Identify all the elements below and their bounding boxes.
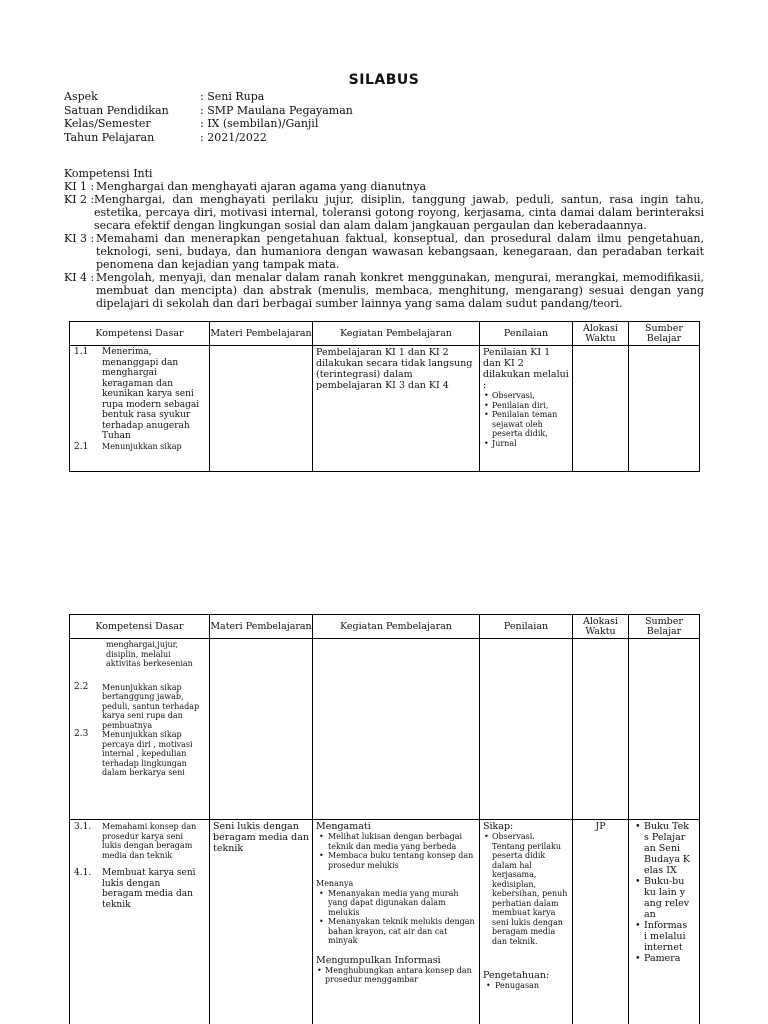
alokasi-cell: JP xyxy=(573,820,629,1024)
kd-text: Menerima, menanggapi dan menghargai keragaman dan keunikan karya seni rupa modern sebagai bentuk rasa syukur terhadap anugerah Tuhan xyxy=(102,347,200,441)
sumber-cell xyxy=(629,820,700,1024)
penilaian-cell xyxy=(480,820,573,1024)
meta-key: Satuan Pendidikan xyxy=(64,103,169,117)
page-title: SILABUS xyxy=(348,72,420,88)
meta-row-kelas xyxy=(64,117,353,131)
penilaian-cell xyxy=(480,346,573,472)
kd-number: 1.1 xyxy=(74,347,89,357)
kd-text: Menunjukkan sikap bertanggung jawab, peduli, santun terhadap karya seni rupa dan pembuatnya xyxy=(102,682,200,730)
ki-item-4 xyxy=(64,271,704,310)
kd-cell xyxy=(70,820,210,1024)
list-item: • Penugasan xyxy=(483,981,569,991)
table-header-row xyxy=(70,322,700,346)
kd-continuation: menghargai,jujur, disiplin, melalui aktivitas berkesenian xyxy=(106,640,193,668)
materi-cell: Seni lukis dengan beragam media dan teknik xyxy=(210,820,313,1024)
ki-code: KI 1 : xyxy=(64,180,95,193)
list-item: • Buku-buku lain yang relevan xyxy=(632,876,690,920)
header-penilaian: Penilaian xyxy=(480,322,573,346)
ki-code: KI 4 : xyxy=(64,271,95,284)
table-row xyxy=(70,639,700,820)
kegiatan-cell xyxy=(313,820,480,1024)
list-item: • Observasi. Tentang perilaku peserta didik dalam hal kerjasama, kedisiplan, kebersihan, penuh perhatian dalam membuat karya seni lukis dengan beragam media dan teknik. xyxy=(483,832,569,946)
list-item: • Melihat lukisan dengan berbagai teknik dan media yang berbeda xyxy=(316,832,476,851)
kd-number: 2.3 xyxy=(74,729,89,739)
meta-value: : IX (sembilan)/Ganjil xyxy=(200,117,319,130)
meta-row-tahun xyxy=(64,131,353,145)
list-item: • Membaca buku tentang konsep dan prosedur melukis xyxy=(316,851,476,870)
kd-cell xyxy=(70,639,210,820)
penilaian-intro: Penilaian KI 1 dan KI 2 dilakukan melalui : xyxy=(483,347,569,391)
mengumpulkan-heading: Mengumpulkan Informasi xyxy=(316,954,441,966)
meta-key: Kelas/Semester xyxy=(64,117,151,130)
kegiatan-cell xyxy=(313,639,480,820)
kd-text: Menunjukkan sikap percaya diri , motivasi internal , kepedulian terhadap lingkungan dalam berkarya seni xyxy=(102,730,193,777)
ki-heading: Kompetensi Inti xyxy=(64,167,153,180)
kd-number: 2.1 xyxy=(74,441,89,452)
list-item: • Penilaian diri, xyxy=(483,401,569,411)
kd-number: 3.1. xyxy=(74,822,92,832)
kd-cell xyxy=(70,346,210,472)
meta-value: : Seni Rupa xyxy=(200,90,265,103)
menanya-heading: Menanya xyxy=(316,879,354,888)
kd-text: Memahami konsep dan prosedur karya seni lukis dengan beragam media dan teknik xyxy=(102,822,197,860)
list-item: • Informasi melalui internet xyxy=(632,920,690,953)
meta-row-aspek xyxy=(64,90,353,104)
meta-row-satuan xyxy=(64,104,353,118)
list-item: • Pamera xyxy=(632,953,690,964)
list-item: • Buku Teks Pelajaran Seni Budaya Kelas IX xyxy=(632,821,690,876)
list-item: • Observasi, xyxy=(483,391,569,401)
silabus-table-2 xyxy=(69,614,700,1024)
pengetahuan-heading: Pengetahuan: xyxy=(483,970,550,981)
kd-number: 2.2 xyxy=(74,681,89,692)
ki-code: KI 3 : xyxy=(64,232,95,245)
header-materi: Materi Pembelajaran xyxy=(210,322,313,346)
alokasi-cell xyxy=(573,346,629,472)
sikap-heading: Sikap: xyxy=(483,821,514,832)
pengetahuan-list xyxy=(483,981,569,991)
mengamati-list xyxy=(316,832,476,870)
header-kegiatan: Kegiatan Pembelajaran xyxy=(313,615,480,639)
meta-key: Tahun Pelajaran xyxy=(64,130,155,144)
kd-text: Membuat karya seni lukis dengan beragam media dan teknik xyxy=(102,868,196,910)
table-row xyxy=(70,346,700,472)
sumber-cell xyxy=(629,346,700,472)
list-item: • Jurnal xyxy=(483,439,569,449)
materi-cell xyxy=(210,346,313,472)
meta-value: : 2021/2022 xyxy=(200,130,267,144)
list-item: • Menghubungkan antara konsep dan prosedur menggambar xyxy=(316,966,476,985)
kd-text: Menunjukkan sikap xyxy=(102,441,182,451)
header-penilaian: Penilaian xyxy=(480,615,573,639)
ki-item-3 xyxy=(64,232,704,271)
ki-text: Menghargai, dan menghayati perilaku jujur, disiplin, tanggung jawab, peduli, santun, rasa ingin tahu, estetika, percaya diri, motivasi internal, toleransi gotong royong, kerjasama, cinta damai dalam berinteraksi secara efektif dengan lingkungan sosial dan alam dalam jangkauan pergaulan dan keberadaannya. xyxy=(94,193,704,232)
sikap-list xyxy=(483,832,569,946)
header-materi: Materi Pembelajaran xyxy=(210,615,313,639)
sumber-list xyxy=(632,821,696,964)
header-alokasi: Alokasi Waktu xyxy=(573,322,629,346)
table-header-row xyxy=(70,615,700,639)
table-row xyxy=(70,820,700,1024)
list-item: • Penilaian teman sejawat oleh peserta didik, xyxy=(483,410,569,439)
ki-item-2 xyxy=(64,193,704,232)
silabus-table-1 xyxy=(69,321,700,472)
kompetensi-inti xyxy=(64,167,704,310)
list-item: • Menanyakan teknik melukis dengan bahan krayon, cat air dan cat minyak xyxy=(316,917,476,946)
header-sumber: Sumber Belajar xyxy=(629,322,700,346)
meta-key: Aspek xyxy=(64,90,98,103)
header-kegiatan: Kegiatan Pembelajaran xyxy=(313,322,480,346)
penilaian-cell xyxy=(480,639,573,820)
alokasi-cell xyxy=(573,639,629,820)
header-kompetensi-dasar: Kompetensi Dasar xyxy=(70,615,210,639)
header-kompetensi-dasar: Kompetensi Dasar xyxy=(70,322,210,346)
mengumpulkan-list xyxy=(316,966,476,985)
mengamati-heading: Mengamati xyxy=(316,821,371,832)
sumber-cell xyxy=(629,639,700,820)
kegiatan-cell: Pembelajaran KI 1 dan KI 2 dilakukan secara tidak langsung (terintegrasi) dalam pembelajaran KI 3 dan KI 4 xyxy=(313,346,480,472)
list-item: • Menanyakan media yang murah yang dapat digunakan dalam melukis xyxy=(316,889,476,918)
penilaian-list xyxy=(483,391,569,448)
ki-text: Memahami dan menerapkan pengetahuan faktual, konseptual, dan prosedural dalam ilmu pengetahuan, teknologi, seni, budaya, dan humaniora dengan wawasan kebangsaan, kenegaraan, dan peradaban terkait penomena dan kejadian yang tampak mata. xyxy=(96,232,704,271)
kd-number: 4.1. xyxy=(74,868,92,878)
ki-text: Mengolah, menyaji, dan menalar dalam ranah konkret menggunakan, mengurai, merangkai, memodifikasii, membuat dan mencipta) dan abstrak (menulis, membaca, menghitung, mengarang) sesuai dengan yang dipelajari di sekolah dan dari berbagai sumber lainnya yang sama dalam sudut pandang/teori. xyxy=(96,271,704,310)
menanya-list xyxy=(316,889,476,946)
header-alokasi: Alokasi Waktu xyxy=(573,615,629,639)
meta-value: : SMP Maulana Pegayaman xyxy=(200,103,353,117)
ki-text: Menghargai dan menghayati ajaran agama yang dianutnya xyxy=(96,180,427,193)
document-meta xyxy=(64,90,353,144)
ki-item-1 xyxy=(64,180,704,193)
ki-code: KI 2 : xyxy=(64,193,95,206)
materi-cell xyxy=(210,639,313,820)
header-sumber: Sumber Belajar xyxy=(629,615,700,639)
